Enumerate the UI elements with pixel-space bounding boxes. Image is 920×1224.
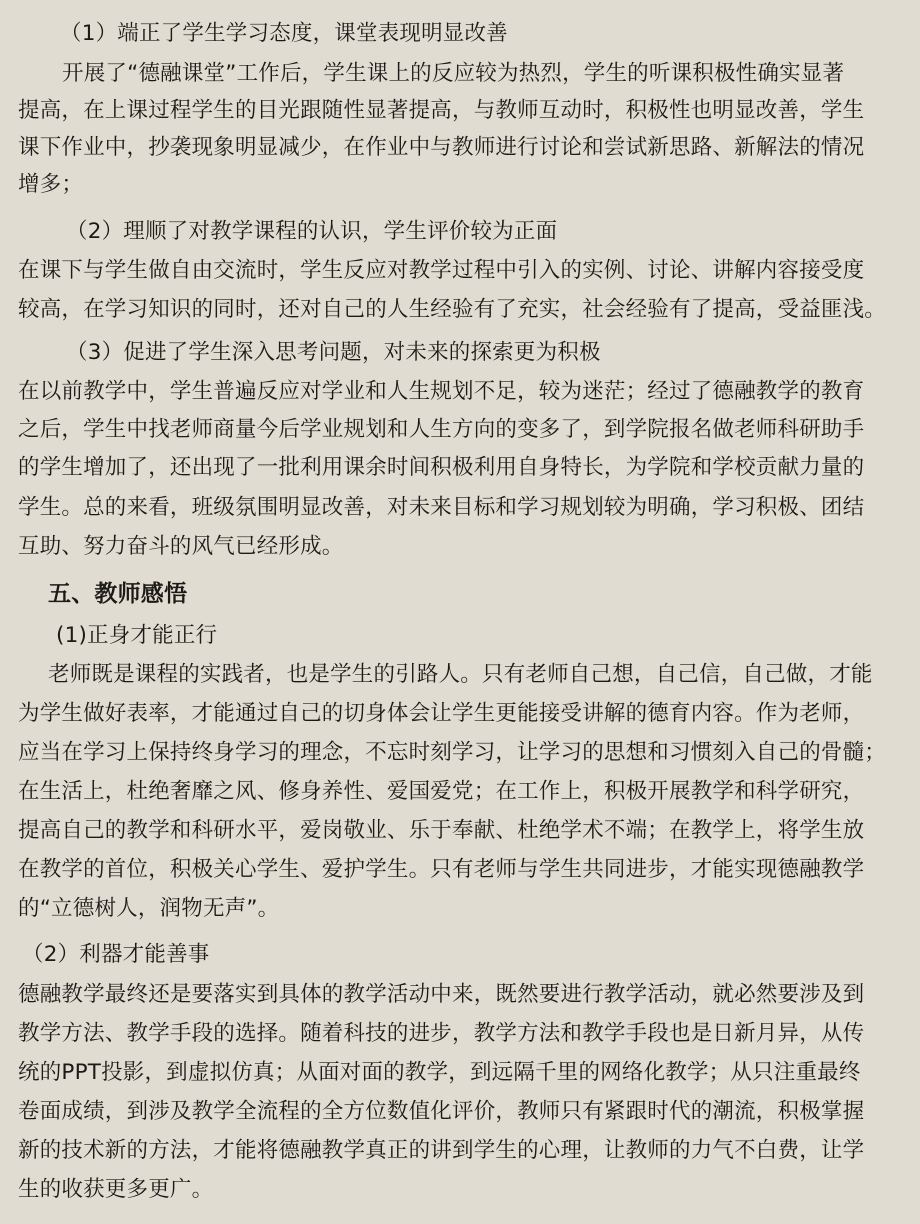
paragraph-line: 老师既是课程的实践者，也是学生的引路人。只有老师自己想，自己信，自己做，才能	[48, 662, 873, 687]
paragraph-line: 在以前教学中，学生普遍反应对学业和人生规划不足，较为迷茫；经过了德融教学的教育	[18, 379, 865, 404]
paragraph-line: 德融教学最终还是要落实到具体的教学活动中来，既然要进行教学活动，就必然要涉及到	[18, 982, 865, 1007]
paragraph-line: 开展了“德融课堂”工作后，学生课上的反应较为热烈，学生的听课积极性确实显著	[62, 61, 845, 86]
subsection-title-deep-thinking: （3）促进了学生深入思考问题，对未来的探索更为积极	[66, 340, 601, 365]
paragraph-line: 互助、努力奋斗的风气已经形成。	[18, 534, 344, 559]
paragraph-line: 在课下与学生做自由交流时，学生反应对教学过程中引入的实例、讨论、讲解内容接受度	[18, 258, 865, 283]
paragraph-line: 为学生做好表率，才能通过自己的切身体会让学生更能接受讲解的德育内容。作为老师，	[18, 701, 865, 726]
paragraph-line: 卷面成绩，到涉及教学全流程的全方位数值化评价，教师只有紧跟时代的潮流，积极掌握	[18, 1099, 865, 1124]
paragraph-line: 增多；	[18, 172, 84, 197]
paragraph-line: 新的技术新的方法，才能将德融教学真正的讲到学生的心理，让教师的力气不白费，让学	[18, 1138, 865, 1163]
paragraph-line: 在生活上，杜绝奢靡之风、修身养性、爱国爱党；在工作上，积极开展教学和科学研究，	[18, 779, 865, 804]
paragraph-line: 学生。总的来看，班级氛围明显改善，对未来目标和学习规划较为明确，学习积极、团结	[18, 495, 865, 520]
subsection-title-course-understanding: （2）理顺了对教学课程的认识，学生评价较为正面	[66, 219, 558, 244]
paragraph-line: 的学生增加了，还出现了一批利用课余时间积极利用自身特长，为学院和学校贡献力量的	[18, 455, 865, 480]
subsection-title-tools: （2）利器才能善事	[22, 942, 210, 967]
subsection-title-attitude: （1）端正了学生学习态度，课堂表现明显改善	[60, 21, 508, 46]
paragraph-line: 之后，学生中找老师商量今后学业规划和人生方向的变多了，到学院报名做老师科研助手	[18, 417, 865, 442]
paragraph-line: 应当在学习上保持终身学习的理念，不忘时刻学习，让学习的思想和习惯刻入自己的骨髓；	[18, 740, 887, 765]
paragraph-line: 课下作业中，抄袭现象明显减少，在作业中与教师进行讨论和尝试新思路、新解法的情况	[18, 135, 865, 160]
paragraph-line: 较高，在学习知识的同时，还对自己的人生经验有了充实，社会经验有了提高，受益匪浅。	[18, 297, 887, 322]
paragraph-line: 的“立德树人，润物无声”。	[18, 896, 280, 921]
paragraph-line: 在教学的首位，积极关心学生、爱护学生。只有老师与学生共同进步，才能实现德融教学	[18, 857, 865, 882]
paragraph-line: 生的收获更多更广。	[18, 1177, 214, 1202]
paragraph-line: 统的PPT投影，到虚拟仿真；从面对面的教学，到远隔千里的网络化教学；从只注重最终	[18, 1060, 861, 1085]
subsection-title-self-discipline: (1)正身才能正行	[56, 623, 218, 648]
section-heading-teacher-reflections: 五、教师感悟	[48, 581, 188, 607]
paragraph-line: 提高，在上课过程学生的目光跟随性显著提高，与教师互动时，积极性也明显改善，学生	[18, 98, 865, 123]
paragraph-line: 提高自己的教学和科研水平，爱岗敬业、乐于奉献、杜绝学术不端；在教学上，将学生放	[18, 818, 865, 843]
paragraph-line: 教学方法、教学手段的选择。随着科技的进步，教学方法和教学手段也是日新月异，从传	[18, 1021, 865, 1046]
